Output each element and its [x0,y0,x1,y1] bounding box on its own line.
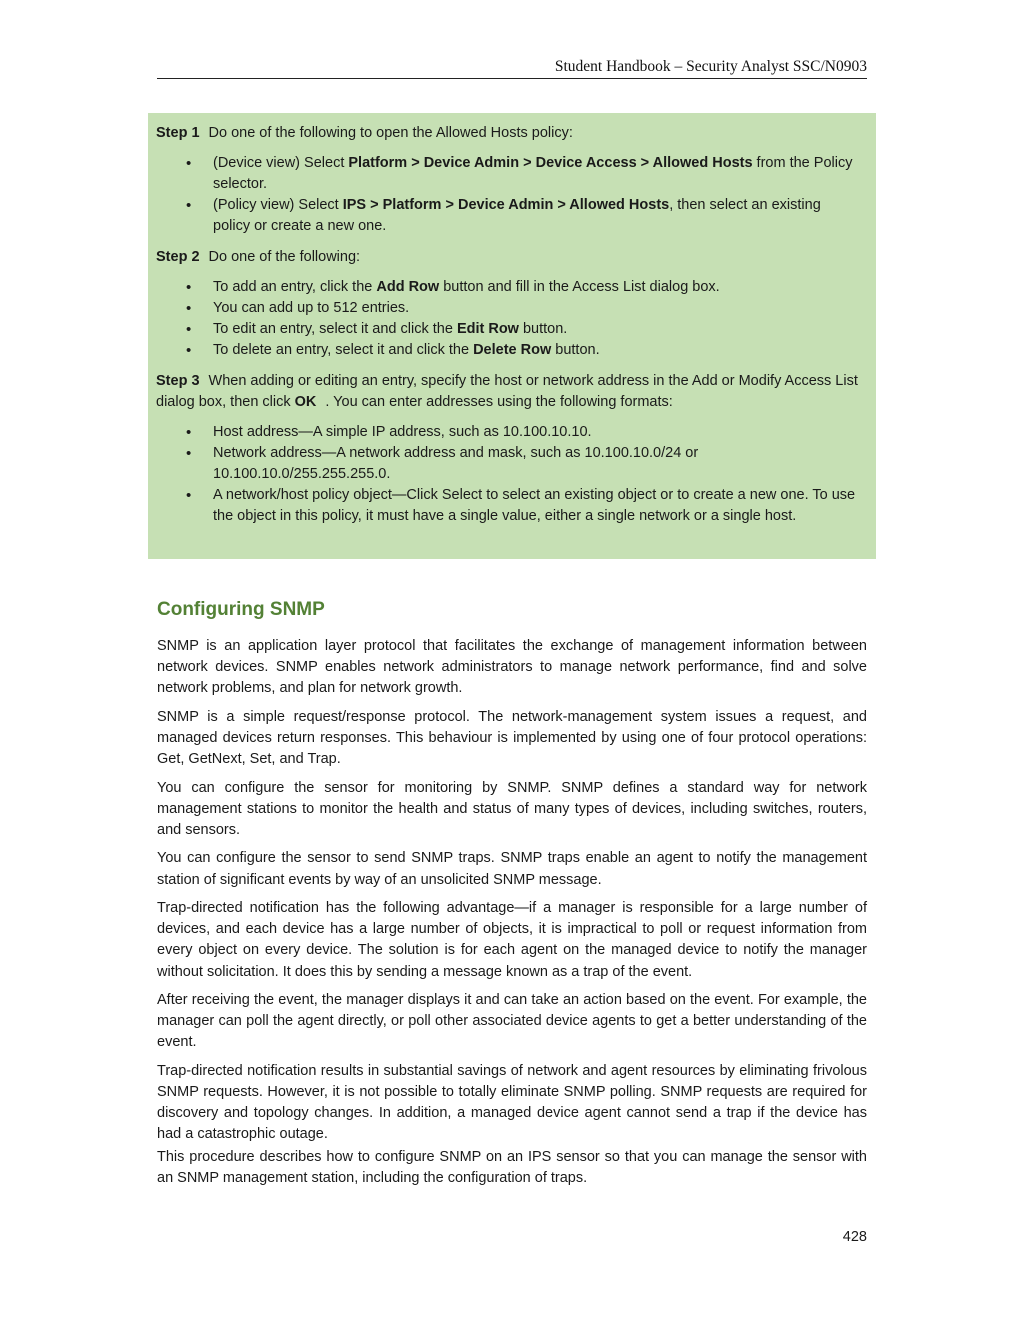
list-item: • A network/host policy object—Click Select to select an existing object or to create a new one. To use the object in this policy, it must have a single value, either a single network or a single host. [156,485,868,527]
step-2 [156,247,868,268]
step-2-label: Step 2 [156,249,200,265]
steps-box [148,113,876,559]
list-item: • Network address—A network address and mask, such as 10.100.10.0/24 or 10.100.10.0/255.255.255.0. [156,443,868,485]
step-3-label: Step 3 [156,373,200,389]
list-item: • (Device view) Select Platform > Device Admin > Device Access > Allowed Hosts from the Policy selector. [156,153,868,195]
list-item: • You can add up to 512 entries. [156,298,868,319]
page-header: Student Handbook – Security Analyst SSC/N0903 [554,58,867,75]
page-number: 428 [842,1229,867,1245]
step-1-label: Step 1 [156,125,200,141]
paragraph: This procedure describes how to configure SNMP on an IPS sensor so that you can manage the sensor with an SNMP management station, including the configuration of traps. [157,1148,867,1186]
step-1 [156,123,868,144]
list-item: • To edit an entry, select it and click the Edit Row button. [156,319,868,340]
list-item: • (Policy view) Select IPS > Platform > Device Admin > Allowed Hosts, then select an existing policy or create a new one. [156,195,868,237]
step-3-list [156,422,868,527]
paragraph: After receiving the event, the manager displays it and can take an action based on the event. For example, the manager can poll the agent directly, or poll other associated device agents to get a better understanding of the event. [157,991,867,1051]
list-item: • Host address—A simple IP address, such as 10.100.10.10. [156,422,868,443]
section-body [157,636,867,1196]
paragraph: Trap-directed notification results in substantial savings of network and agent resources by eliminating frivolous SNMP requests. However, it is not possible to totally eliminate SNMP polling. SNMP requests are required for discovery and topology changes. In addition, a managed device agent cannot send a trap if the device has had a catastrophic outage. [157,1062,867,1143]
header-divider [157,78,867,79]
list-item: • To delete an entry, select it and click the Delete Row button. [156,340,868,361]
step-3: Step 3 When adding or editing an entry, specify the host or network address in the Add or Modify Access List dialog box, then click OK . You can enter addresses using the following formats: [156,373,858,410]
paragraph: SNMP is a simple request/response protocol. The network-management system issues a request, and managed devices return responses. This behaviour is implemented by using one of four protocol operations: Get, GetNext, Set, and Trap. [157,708,867,768]
step-2-text: Do one of the following: [208,249,361,265]
paragraph: You can configure the sensor for monitoring by SNMP. SNMP defines a standard way for network management stations to monitor the health and status of many types of devices, including switches, routers, and sensors. [157,779,867,838]
list-item: • To add an entry, click the Add Row button and fill in the Access List dialog box. [156,277,868,298]
step-1-text: Do one of the following to open the Allowed Hosts policy: [208,125,573,141]
paragraph: Trap-directed notification has the following advantage—if a manager is responsible for a large number of devices, and each device has a large number of objects, it is impractical to poll or request information from every object on every device. The solution is for each agent on the managed device to notify the manager without solicitation. It does this by sending a message known as a trap of the event. [157,899,867,980]
step-1-list [156,153,868,237]
section-title: Configuring SNMP [157,599,325,620]
step-2-list [156,277,868,361]
paragraph: You can configure the sensor to send SNMP traps. SNMP traps enable an agent to notify the management station of significant events by way of an unsolicited SNMP message. [157,850,867,888]
paragraph: SNMP is an application layer protocol that facilitates the exchange of management information between network devices. SNMP enables network administrators to manage network performance, find and solve network problems, and plan for network growth. [157,638,867,697]
